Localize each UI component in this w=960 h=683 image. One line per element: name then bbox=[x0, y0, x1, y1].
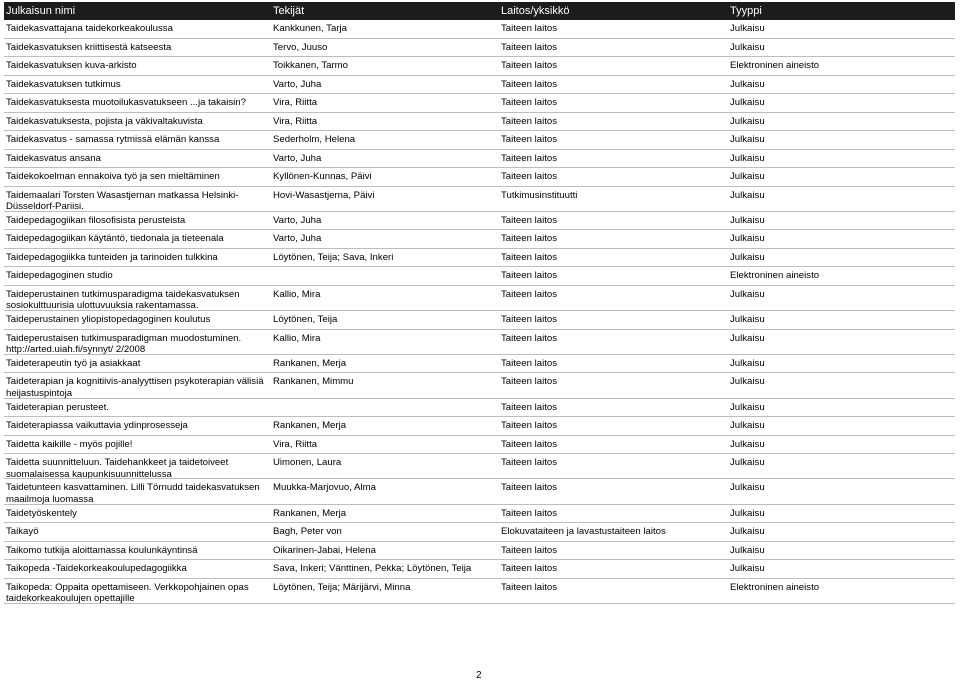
row-type: Julkaisu bbox=[730, 507, 765, 519]
row-type: Elektroninen aineisto bbox=[730, 60, 820, 71]
row-authors: Varto, Juha bbox=[273, 152, 322, 164]
row-title: Taideperustaisen tutkimusparadigman muodostuminen. http://arted.uiah.fi/synnyt/ 2/2008 bbox=[6, 332, 242, 354]
table-row bbox=[4, 417, 955, 436]
row-authors: Sava, Inkeri; Vänttinen, Pekka; Löytönen, Teija bbox=[273, 563, 472, 575]
row-unit: Taiteen laitos bbox=[501, 60, 557, 71]
row-authors bbox=[271, 399, 499, 417]
table-row bbox=[4, 267, 955, 286]
row-type: Julkaisu bbox=[730, 134, 765, 145]
row-unit: Taiteen laitos bbox=[501, 376, 557, 388]
row-unit: Taiteen laitos bbox=[501, 544, 557, 556]
row-unit: Taiteen laitos bbox=[501, 507, 557, 519]
table-row bbox=[4, 330, 955, 355]
row-authors: Löytönen, Teija; Sava, Inkeri bbox=[273, 251, 394, 263]
row-unit: Taiteen laitos bbox=[501, 171, 557, 182]
row-unit: Taiteen laitos bbox=[501, 288, 557, 300]
row-title: Taidekasvatus ansana bbox=[6, 152, 101, 164]
row-unit: Taiteen laitos bbox=[501, 214, 557, 226]
row-type: Julkaisu bbox=[730, 189, 765, 201]
row-unit: Taiteen laitos bbox=[501, 438, 557, 450]
row-authors: Vira, Riitta bbox=[273, 438, 318, 450]
row-title: Taidekasvatuksen kriittisestä katseesta bbox=[6, 41, 172, 53]
row-title: Taideterapeutin työ ja asiakkaat bbox=[6, 357, 141, 369]
row-unit: Taiteen laitos bbox=[501, 314, 557, 326]
row-title: Taidepedagogiikka tunteiden ja tarinoiden tulkkina bbox=[6, 251, 218, 263]
table-row bbox=[4, 150, 955, 169]
row-title: Taikomo tutkija aloittamassa koulunkäyntinsä bbox=[6, 544, 198, 556]
row-title: Taidetunteen kasvattaminen. Lilli Törnudd taidekasvatuksen maailmoja luomassa bbox=[6, 482, 260, 504]
table-row bbox=[4, 230, 955, 249]
row-unit: Taiteen laitos bbox=[501, 457, 557, 469]
row-authors: Löytönen, Teija; Märijärvi, Minna bbox=[273, 581, 411, 593]
row-authors: Rankanen, Mimmu bbox=[273, 376, 354, 388]
row-type: Julkaisu bbox=[730, 115, 765, 127]
table-row bbox=[4, 399, 955, 418]
row-authors: Uimonen, Laura bbox=[273, 457, 342, 469]
table-row bbox=[4, 20, 955, 39]
row-authors: Oikarinen-Jabai, Helena bbox=[273, 544, 376, 556]
row-unit: Taiteen laitos bbox=[501, 401, 557, 413]
table-row bbox=[4, 168, 955, 187]
row-authors: Vira, Riitta bbox=[273, 97, 318, 108]
table-row bbox=[4, 187, 955, 212]
row-type: Julkaisu bbox=[730, 23, 765, 34]
row-title: Taideperustainen yliopistopedagoginen koulutus bbox=[6, 314, 211, 326]
row-title: Taideterapian ja kognitiivis-analyyttisen psykoterapian välisiä heijastuspintoja bbox=[6, 376, 264, 398]
header-unit: Laitos/yksikkö bbox=[501, 5, 570, 17]
header-authors: Tekijät bbox=[273, 5, 305, 17]
row-unit: Taiteen laitos bbox=[501, 420, 557, 432]
table-row bbox=[4, 57, 955, 76]
table-row bbox=[4, 560, 955, 579]
row-authors: Kallio, Mira bbox=[273, 332, 321, 344]
row-type: Julkaisu bbox=[730, 357, 765, 369]
row-title: Taidekasvatuksen tutkimus bbox=[6, 78, 121, 90]
row-unit: Taiteen laitos bbox=[501, 78, 557, 90]
table-row bbox=[4, 76, 955, 95]
row-unit: Taiteen laitos bbox=[501, 581, 557, 593]
header-type: Tyyppi bbox=[730, 5, 762, 17]
row-authors: Toikkanen, Tarmo bbox=[273, 60, 349, 71]
row-authors: Rankanen, Merja bbox=[273, 420, 347, 432]
header-title: Julkaisun nimi bbox=[6, 5, 76, 17]
row-unit: Taiteen laitos bbox=[501, 152, 557, 164]
row-title: Taidepedagogiikan filosofisista perusteista bbox=[6, 214, 186, 226]
row-type: Julkaisu bbox=[730, 233, 765, 245]
row-type: Julkaisu bbox=[730, 288, 765, 300]
row-title: Taidekasvatuksen kuva-arkisto bbox=[6, 60, 137, 71]
row-type: Julkaisu bbox=[730, 526, 765, 538]
table-row bbox=[4, 249, 955, 268]
row-unit: Taiteen laitos bbox=[501, 357, 557, 369]
table-row bbox=[4, 436, 955, 455]
row-title: Taidekasvatuksesta, pojista ja väkivaltakuvista bbox=[6, 115, 203, 127]
row-unit: Taiteen laitos bbox=[501, 115, 557, 127]
row-title: Taikopeda -Taidekorkeakoulupedagogiikka bbox=[6, 563, 187, 575]
row-type: Julkaisu bbox=[730, 78, 765, 90]
row-type: Julkaisu bbox=[730, 401, 765, 413]
row-authors: Löytönen, Teija bbox=[273, 314, 338, 326]
row-unit: Taiteen laitos bbox=[501, 97, 557, 108]
row-title: Taidekasvattajana taidekorkeakoulussa bbox=[6, 23, 173, 34]
row-type: Julkaisu bbox=[730, 97, 765, 108]
row-title: Taidepedagoginen studio bbox=[6, 270, 113, 282]
row-unit: Taiteen laitos bbox=[501, 134, 557, 145]
table-row bbox=[4, 579, 955, 604]
row-type: Julkaisu bbox=[730, 420, 765, 432]
row-authors: Kankkunen, Tarja bbox=[273, 23, 347, 34]
row-unit: Taiteen laitos bbox=[501, 233, 557, 245]
row-authors: Varto, Juha bbox=[273, 233, 322, 245]
publications-table bbox=[4, 2, 955, 604]
table-row bbox=[4, 212, 955, 231]
row-type: Julkaisu bbox=[730, 563, 765, 575]
row-type: Julkaisu bbox=[730, 438, 765, 450]
row-title: Taidekasvatus - samassa rytmissä elämän kanssa bbox=[6, 134, 220, 145]
row-title: Taikayö bbox=[6, 526, 39, 538]
row-authors: Varto, Juha bbox=[273, 78, 322, 90]
row-unit: Taiteen laitos bbox=[501, 563, 557, 575]
table-body bbox=[4, 20, 955, 604]
row-title: Taidekokoelman ennakoiva työ ja sen mieltäminen bbox=[6, 171, 220, 182]
row-authors: Sederholm, Helena bbox=[273, 134, 356, 145]
row-unit: Taiteen laitos bbox=[501, 23, 557, 34]
row-unit: Taiteen laitos bbox=[501, 270, 557, 282]
table-row bbox=[4, 94, 955, 113]
row-type: Elektroninen aineisto bbox=[730, 581, 820, 593]
table-row bbox=[4, 131, 955, 150]
table-row bbox=[4, 373, 955, 398]
table-row bbox=[4, 523, 955, 542]
table-row bbox=[4, 542, 955, 561]
row-type: Julkaisu bbox=[730, 332, 765, 344]
table-row bbox=[4, 355, 955, 374]
row-authors: Rankanen, Merja bbox=[273, 357, 347, 369]
row-title: Taidetta suunnitteluun. Taidehankkeet ja taidetoiveet suomalaisessa kaupunkisuunnittelussa bbox=[6, 457, 229, 479]
row-type: Julkaisu bbox=[730, 41, 765, 53]
row-type: Julkaisu bbox=[730, 152, 765, 164]
row-title: Taidetta kaikille - myös pojille! bbox=[6, 438, 133, 450]
row-type: Julkaisu bbox=[730, 376, 765, 388]
row-authors: Tervo, Juuso bbox=[273, 41, 328, 53]
row-title: Taidekasvatuksesta muotoilukasvatukseen ...ja takaisin? bbox=[6, 97, 246, 108]
table-row bbox=[4, 454, 955, 479]
row-type: Julkaisu bbox=[730, 171, 765, 182]
row-type: Julkaisu bbox=[730, 314, 765, 326]
row-authors: Muukka-Marjovuo, Alma bbox=[273, 482, 376, 494]
row-authors bbox=[271, 267, 499, 285]
row-authors: Bagh, Peter von bbox=[273, 526, 342, 538]
row-type: Julkaisu bbox=[730, 251, 765, 263]
row-unit: Taiteen laitos bbox=[501, 41, 557, 53]
row-unit: Tutkimusinstituutti bbox=[501, 189, 578, 201]
table-row bbox=[4, 479, 955, 504]
row-unit: Taiteen laitos bbox=[501, 482, 557, 494]
row-authors: Varto, Juha bbox=[273, 214, 322, 226]
row-title: Taidepedagogiikan käytäntö, tiedonala ja tieteenala bbox=[6, 233, 224, 245]
row-title: Taidetyöskentely bbox=[6, 507, 77, 519]
row-authors: Kyllönen-Kunnas, Päivi bbox=[273, 171, 372, 182]
row-title: Taideterapian perusteet. bbox=[6, 401, 109, 413]
row-unit: Taiteen laitos bbox=[501, 332, 557, 344]
row-type: Julkaisu bbox=[730, 544, 765, 556]
row-authors: Hovi-Wasastjerna, Päivi bbox=[273, 189, 375, 201]
row-title: Taikopeda: Oppaita opettamiseen. Verkkopohjainen opas taidekorkeakoulujen opettajille bbox=[6, 581, 249, 604]
page-number: 2 bbox=[476, 670, 482, 681]
row-title: Taideperustainen tutkimusparadigma taidekasvatuksen sosiokulttuurisia ulottuvuuksia rakentamassa. bbox=[6, 288, 240, 311]
row-unit: Taiteen laitos bbox=[501, 251, 557, 263]
table-header bbox=[4, 2, 955, 20]
row-authors: Rankanen, Merja bbox=[273, 507, 347, 519]
table-row bbox=[4, 311, 955, 330]
row-type: Julkaisu bbox=[730, 482, 765, 494]
table-row bbox=[4, 113, 955, 132]
table-row bbox=[4, 505, 955, 524]
row-unit: Elokuvataiteen ja lavastustaiteen laitos bbox=[501, 526, 666, 538]
row-type: Julkaisu bbox=[730, 214, 765, 226]
row-authors: Kallio, Mira bbox=[273, 288, 321, 300]
row-title: Taideterapiassa vaikuttavia ydinprosesseja bbox=[6, 420, 188, 432]
row-title: Taidemaalari Torsten Wasastjernan matkassa Helsinki-Düsseldorf-Pariisi. bbox=[6, 189, 239, 211]
table-row bbox=[4, 39, 955, 58]
row-type: Elektroninen aineisto bbox=[730, 270, 820, 282]
row-type: Julkaisu bbox=[730, 457, 765, 469]
row-authors: Vira, Riitta bbox=[273, 115, 318, 127]
table-row bbox=[4, 286, 955, 311]
